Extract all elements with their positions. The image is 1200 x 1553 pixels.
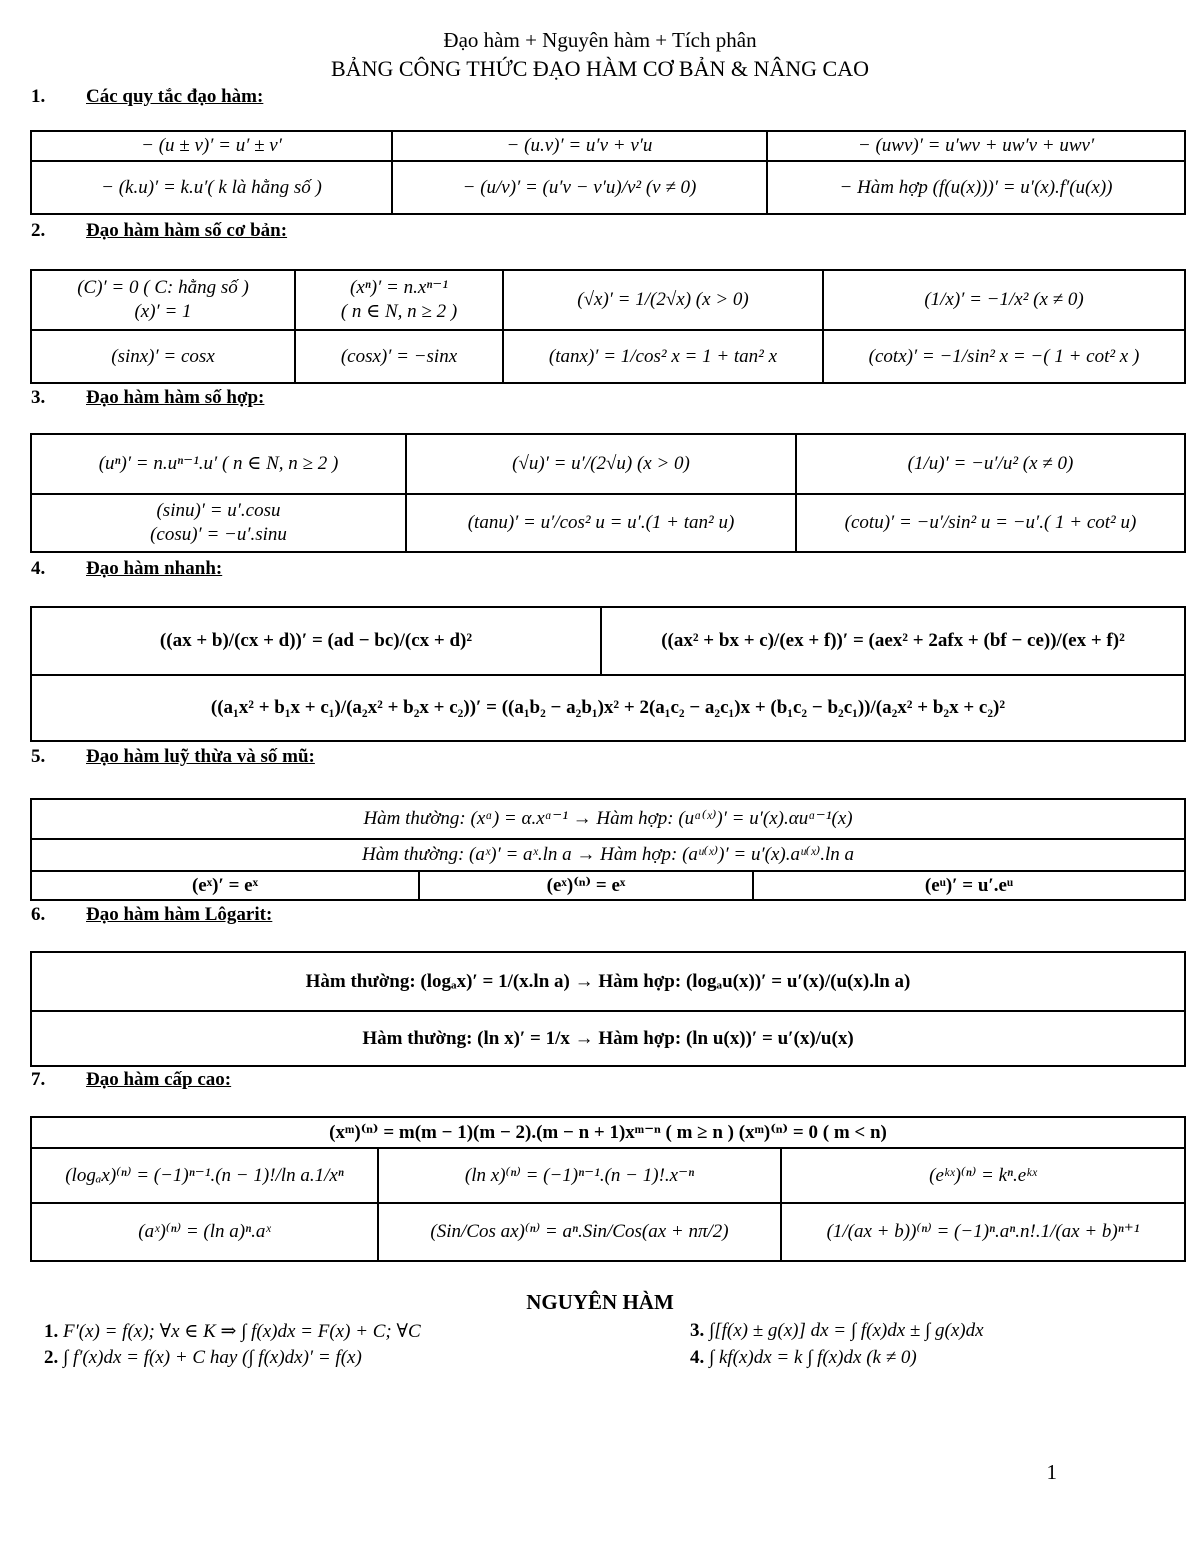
formula-cell	[31, 494, 406, 552]
formula-cell: (logₐx)⁽ⁿ⁾ = (−1)ⁿ⁻¹.(n − 1)!/ln a.1/xⁿ	[31, 1148, 378, 1203]
section-heading	[31, 746, 315, 768]
section-label: Đạo hàm cấp cao:	[86, 1069, 232, 1090]
formula-cell: (xᵐ)⁽ⁿ⁾ = m(m − 1)(m − 2).(m − n + 1)xᵐ⁻ⁿ ( m ≥ n ) (xᵐ)⁽ⁿ⁾ = 0 ( m < n)	[31, 1117, 1185, 1148]
formula-item	[690, 1320, 984, 1342]
formula-cell: Hàm thường: (logₐx)′ = 1/(x.ln a) → Hàm hợp: (logₐu(x))′ = u′(x)/(u(x).ln a)	[31, 952, 1185, 1011]
formula-cell	[295, 270, 503, 330]
formula-item	[44, 1347, 362, 1369]
doc-title: Đạo hàm + Nguyên hàm + Tích phân	[443, 28, 757, 52]
section-number: 6.	[31, 904, 46, 925]
section-heading	[31, 904, 272, 926]
table-rules	[30, 130, 1186, 215]
section-label: Đạo hàm nhanh:	[86, 558, 223, 579]
formula-text: ∫ kf(x)dx = k ∫ f(x)dx (k ≠ 0)	[709, 1347, 917, 1368]
section-number: 4.	[31, 558, 46, 579]
section-heading	[31, 1069, 231, 1091]
formula-line: (sinu)′ = u′.cosu	[156, 500, 281, 522]
formula-cell: − (uwv)′ = u′wv + uw′v + uwv′	[767, 131, 1185, 161]
formula-line: (xⁿ)′ = n.xⁿ⁻¹	[350, 277, 448, 299]
formula-cell: (eᵘ)′ = u′.eᵘ	[753, 871, 1185, 900]
section-label: Đạo hàm hàm số hợp:	[86, 387, 265, 408]
section-heading	[31, 387, 264, 409]
section-number: 1.	[31, 86, 46, 107]
formula-cell: (cotx)′ = −1/sin² x = −( 1 + cot² x )	[823, 330, 1185, 383]
section-number: 3.	[31, 387, 46, 408]
formula-item	[44, 1320, 421, 1343]
table-higher-order	[30, 1116, 1186, 1262]
formula-text: ∫[f(x) ± g(x)] dx = ∫ f(x)dx ± ∫ g(x)dx	[709, 1320, 984, 1341]
table-quick-derivatives	[30, 606, 1186, 742]
formula-line: (x)′ = 1	[134, 301, 192, 322]
section-heading	[31, 86, 263, 108]
section-heading	[31, 558, 222, 580]
formula-cell: (eˣ)⁽ⁿ⁾ = eˣ	[419, 871, 753, 900]
formula-cell: (uⁿ)′ = n.uⁿ⁻¹.u′ ( n ∈ N, n ≥ 2 )	[31, 434, 406, 494]
page-number: 1	[1046, 1460, 1057, 1484]
formula-cell: (Sin/Cos ax)⁽ⁿ⁾ = aⁿ.Sin/Cos(ax + nπ/2)	[378, 1203, 781, 1261]
formula-cell: − Hàm hợp (f(u(x)))′ = u′(x).f′(u(x))	[767, 161, 1185, 214]
section-number: 2.	[31, 220, 46, 241]
formula-line: (cosu)′ = −u′.sinu	[150, 524, 287, 545]
formula-cell: (aˣ)⁽ⁿ⁾ = (ln a)ⁿ.aˣ	[31, 1203, 378, 1261]
formula-cell: (ln x)⁽ⁿ⁾ = (−1)ⁿ⁻¹.(n − 1)!.x⁻ⁿ	[378, 1148, 781, 1203]
formula-cell: (cosx)′ = −sinx	[295, 330, 503, 383]
formula-number: 1.	[44, 1321, 59, 1342]
formula-cell: (sinx)′ = cosx	[31, 330, 295, 383]
formula-cell: (√x)′ = 1/(2√x) (x > 0)	[503, 270, 823, 330]
formula-text: ∫ f′(x)dx = f(x) + C hay (∫ f(x)dx)′ = f(x)	[63, 1347, 362, 1368]
formula-line: ( n ∈ N, n ≥ 2 )	[340, 301, 458, 322]
formula-cell: (cotu)′ = −u′/sin² u = −u′.( 1 + cot² u)	[796, 494, 1185, 552]
section-label: Đạo hàm hàm số cơ bản:	[86, 220, 288, 241]
formula-cell: − (u ± v)′ = u′ ± v′	[31, 131, 392, 161]
formula-cell: (eᵏˣ)⁽ⁿ⁾ = kⁿ.eᵏˣ	[781, 1148, 1185, 1203]
formula-cell: − (u/v)′ = (u′v − v′u)/v² (v ≠ 0)	[392, 161, 767, 214]
formula-cell: ((ax + b)/(cx + d))′ = (ad − bc)/(cx + d)²	[31, 607, 601, 675]
formula-cell: − (k.u)′ = k.u′( k là hằng số )	[31, 161, 392, 214]
table-composite-derivatives	[30, 433, 1186, 553]
section-label: Đạo hàm luỹ thừa và số mũ:	[86, 746, 315, 767]
formula-number: 3.	[690, 1320, 705, 1341]
formula-cell: ((ax² + bx + c)/(ex + f))′ = (aex² + 2afx + (bf − ce))/(ex + f)²	[601, 607, 1185, 675]
formula-item	[690, 1347, 917, 1369]
antiderivative-title: NGUYÊN HÀM	[526, 1290, 674, 1314]
formula-number: 2.	[44, 1347, 59, 1368]
formula-cell: (eˣ)′ = eˣ	[31, 871, 419, 900]
formula-cell: Hàm thường: (xᵅ) = α.xᵅ⁻¹ → Hàm hợp: (uᵅ⁽ˣ⁾)′ = u′(x).αuᵅ⁻¹(x)	[31, 799, 1185, 839]
formula-cell: (tanu)′ = u′/cos² u = u′.(1 + tan² u)	[406, 494, 796, 552]
formula-cell: (1/x)′ = −1/x² (x ≠ 0)	[823, 270, 1185, 330]
table-power-exponential	[30, 798, 1186, 901]
section-label: Các quy tắc đạo hàm:	[86, 86, 264, 107]
formula-line: (C)′ = 0 ( C: hằng số )	[77, 277, 249, 299]
formula-cell: (tanx)′ = 1/cos² x = 1 + tan² x	[503, 330, 823, 383]
formula-cell: − (u.v)′ = u′v + v′u	[392, 131, 767, 161]
table-logarithm	[30, 951, 1186, 1067]
formula-cell: (1/(ax + b))⁽ⁿ⁾ = (−1)ⁿ.aⁿ.n!.1/(ax + b)ⁿ⁺¹	[781, 1203, 1185, 1261]
section-number: 5.	[31, 746, 46, 767]
doc-subtitle: BẢNG CÔNG THỨC ĐẠO HÀM CƠ BẢN & NÂNG CAO	[331, 56, 869, 81]
formula-cell: (1/u)′ = −u′/u² (x ≠ 0)	[796, 434, 1185, 494]
formula-cell: ((a₁x² + b₁x + c₁)/(a₂x² + b₂x + c₂))′ = ((a₁b₂ − a₂b₁)x² + 2(a₁c₂ − a₂c₁)x + (b₁c₂ − b₂c₁))/(a₂x² + b₂x + c₂)²	[31, 675, 1185, 741]
formula-cell: Hàm thường: (ln x)′ = 1/x → Hàm hợp: (ln u(x))′ = u′(x)/u(x)	[31, 1011, 1185, 1066]
section-number: 7.	[31, 1069, 46, 1090]
formula-cell	[31, 270, 295, 330]
formula-number: 4.	[690, 1347, 705, 1368]
section-label: Đạo hàm hàm Lôgarit:	[86, 904, 273, 925]
formula-text: F′(x) = f(x); ∀x ∈ K ⇒ ∫ f(x)dx = F(x) + C; ∀C	[63, 1321, 421, 1342]
formula-cell: Hàm thường: (aˣ)′ = aˣ.ln a → Hàm hợp: (aᵘ⁽ˣ⁾)′ = u′(x).aᵘ⁽ˣ⁾.ln a	[31, 839, 1185, 871]
section-heading	[31, 220, 287, 242]
table-basic-derivatives	[30, 269, 1186, 384]
formula-cell: (√u)′ = u′/(2√u) (x > 0)	[406, 434, 796, 494]
